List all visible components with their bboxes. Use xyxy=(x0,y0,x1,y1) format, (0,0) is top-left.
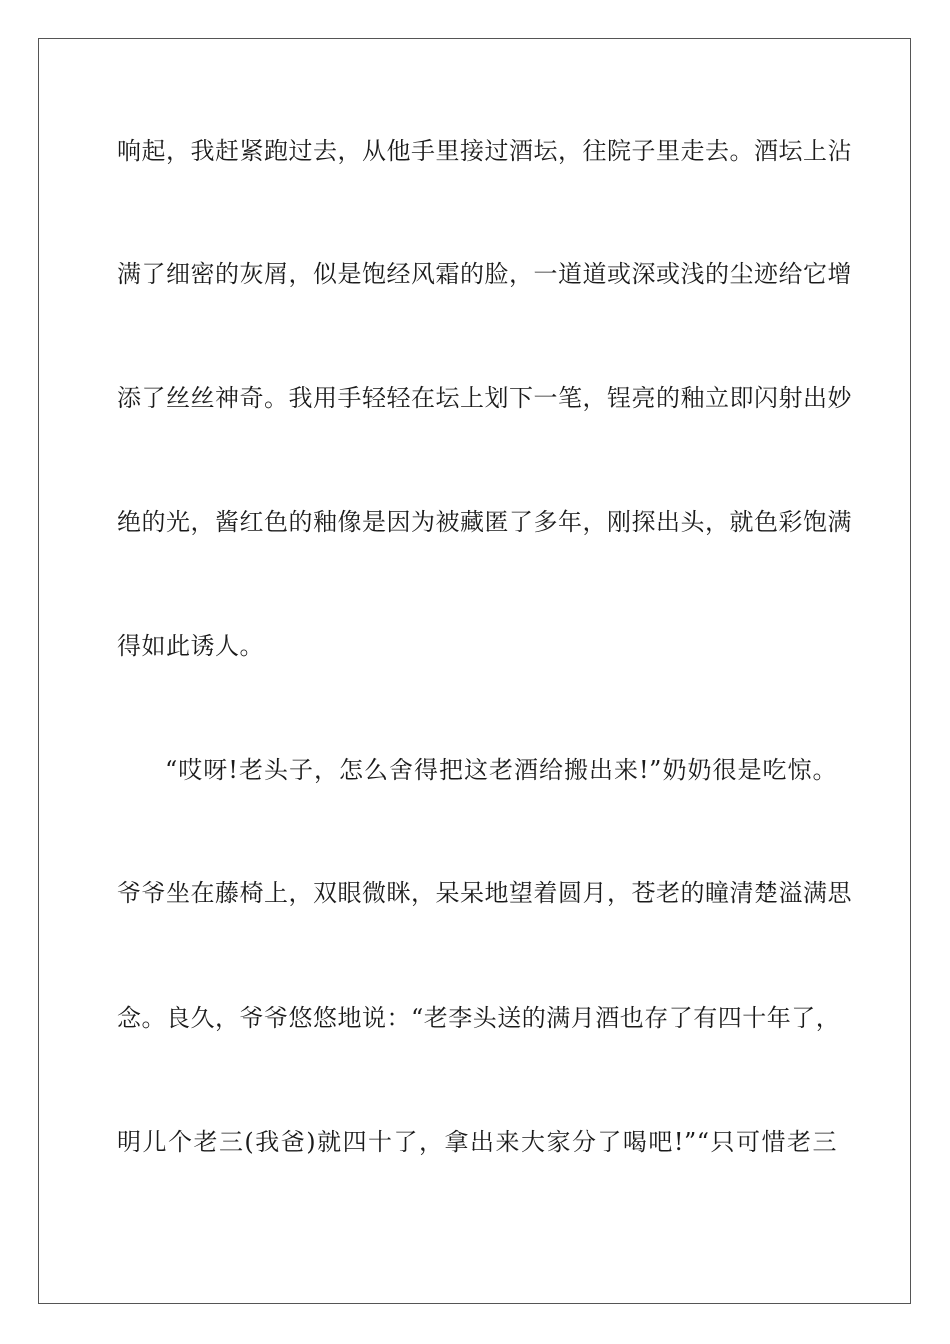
text-line: 添了丝丝神奇。我用手轻轻在坛上划下一笔，锃亮的釉立即闪射出妙 xyxy=(117,384,852,412)
text-line: 绝的光，酱红色的釉像是因为被藏匿了多年，刚探出头，就色彩饱满 xyxy=(117,508,852,536)
text-line: “哎呀!老头子，怎么舍得把这老酒给搬出来!”奶奶很是吃惊。 xyxy=(165,756,837,784)
page-border xyxy=(38,38,911,1304)
text-line: 明儿个老三(我爸)就四十了，拿出来大家分了喝吧!”“只可惜老三 xyxy=(117,1128,837,1156)
text-line: 得如此诱人。 xyxy=(117,632,264,660)
text-line: 爷爷坐在藤椅上，双眼微眯，呆呆地望着圆月，苍老的瞳清楚溢满思 xyxy=(117,879,852,907)
text-line: 念。良久，爷爷悠悠地说：“老李头送的满月酒也存了有四十年了， xyxy=(117,1004,841,1032)
text-line: 响起，我赶紧跑过去，从他手里接过酒坛，往院子里走去。酒坛上沾 xyxy=(117,137,852,165)
text-line: 满了细密的灰屑，似是饱经风霜的脸，一道道或深或浅的尘迹给它增 xyxy=(117,260,852,288)
